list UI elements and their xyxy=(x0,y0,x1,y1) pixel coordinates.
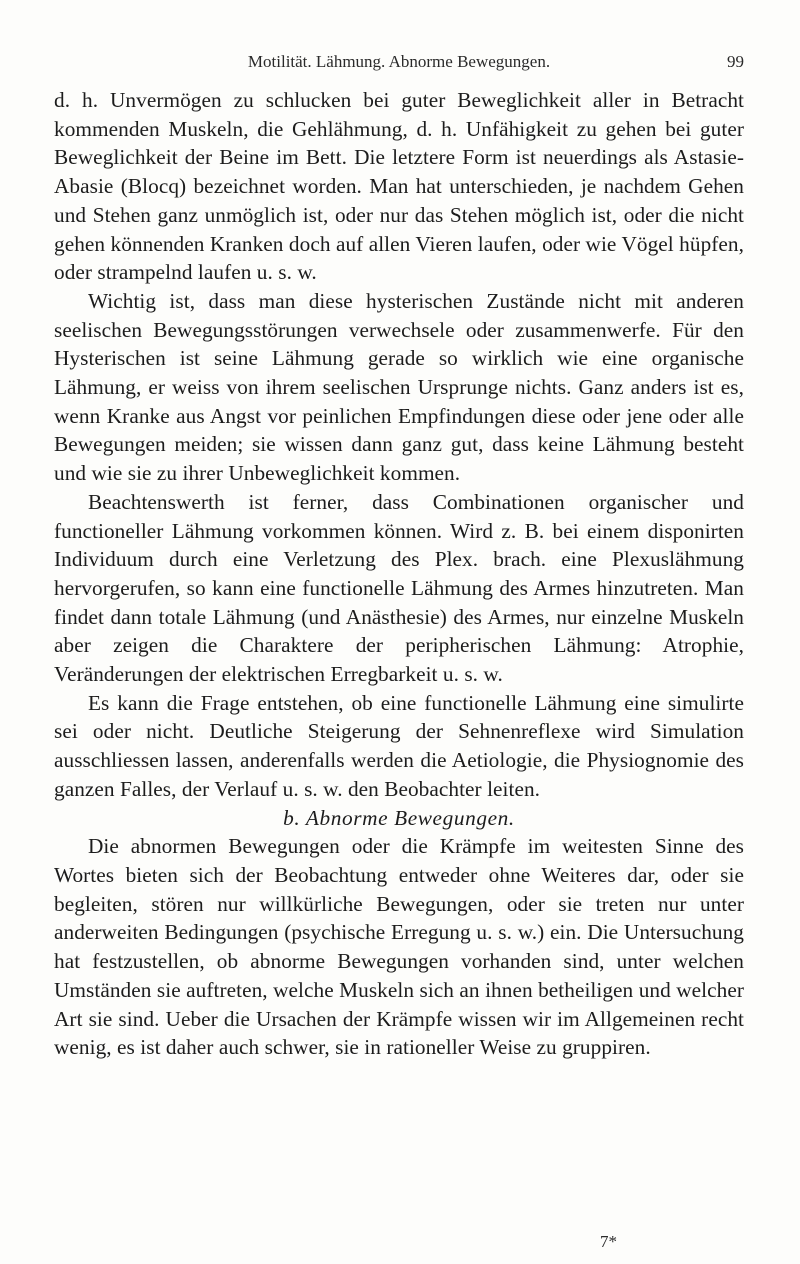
paragraph: Beachtenswerth ist ferner, dass Combinationen organischer und functioneller Lähmung vorkommen können. Wird z. B. bei einem disponirten Individuum durch eine Verletzung des Plex. brach. eine Plexuslähmung hervorgerufen, so kann eine functionelle Lähmung des Armes hinzutreten. Man findet dann totale Lähmung (und Anästhesie) des Armes, nur einzelne Muskeln aber zeigen die Charaktere der peripherischen Lähmung: Atrophie, Veränderungen der elektrischen Erregbarkeit u. s. w. xyxy=(54,489,744,687)
paragraph-continued: d. h. Unvermögen zu schlucken bei guter Beweglichkeit aller in Betracht kommenden Muskeln, die Gehlähmung, d. h. Unfähigkeit zu gehen bei guter Beweglichkeit der Beine im Bett. Die letztere Form ist neuerdings als Astasie-Abasie (Blocq) bezeichnet worden. Man hat unterschieden, je nachdem Gehen und Stehen ganz unmöglich ist, oder nur das Stehen möglich ist, oder die nicht gehen könnenden Kranken doch auf allen Vieren laufen, oder wie Vögel hüpfen, oder strampelnd laufen u. s. w. xyxy=(54,88,744,285)
body-text xyxy=(54,86,744,1062)
sheet-signature: 7* xyxy=(600,1232,617,1251)
paragraph: Wichtig ist, dass man diese hysterischen Zustände nicht mit anderen seelischen Bewegungsstörungen verwechsele oder zusammenwerfe. Für den Hysterischen ist seine Lähmung gerade so wirklich wie eine organische Lähmung, er weiss von ihrem seelischen Ursprunge nichts. Ganz anders ist es, wenn Kranke aus Angst vor peinlichen Empfindungen diese oder jene oder alle Bewegungen meiden; sie wissen dann ganz gut, dass keine Lähmung besteht und wie sie zu ihrer Unbeweglichkeit kommen. xyxy=(54,288,744,486)
paragraph: Die abnormen Bewegungen oder die Krämpfe im weitesten Sinne des Wortes bieten sich der Beobachtung entweder ohne Weiteres dar, oder sie begleiten, stören nur willkürliche Bewegungen, oder sie treten nur unter anderweiten Bedingungen (psychische Erregung u. s. w.) ein. Die Untersuchung hat festzustellen, ob abnorme Bewegungen vorhanden sind, unter welchen Umständen sie auftreten, welche Muskeln sich an ihnen betheiligen und welcher Art sie sind. Ueber die Ursachen der Krämpfe wissen wir im Allgemeinen recht wenig, es ist daher auch schwer, sie in rationeller Weise zu gruppiren. xyxy=(54,834,744,1060)
section-heading: b. Abnorme Bewegungen. xyxy=(283,805,515,830)
running-head-title: Motilität. Lähmung. Abnorme Bewegungen. xyxy=(247,52,551,71)
page-number: 99 xyxy=(727,52,744,71)
paragraph: Es kann die Frage entstehen, ob eine functionelle Lähmung eine simulirte sei oder nicht. Deutliche Steigerung der Sehnenreflexe wird Simulation ausschliessen lassen, anderenfalls werden die Aetiologie, die Physiognomie des ganzen Falles, der Verlauf u. s. w. den Beobachter leiten. xyxy=(54,690,744,801)
running-head xyxy=(54,50,744,74)
